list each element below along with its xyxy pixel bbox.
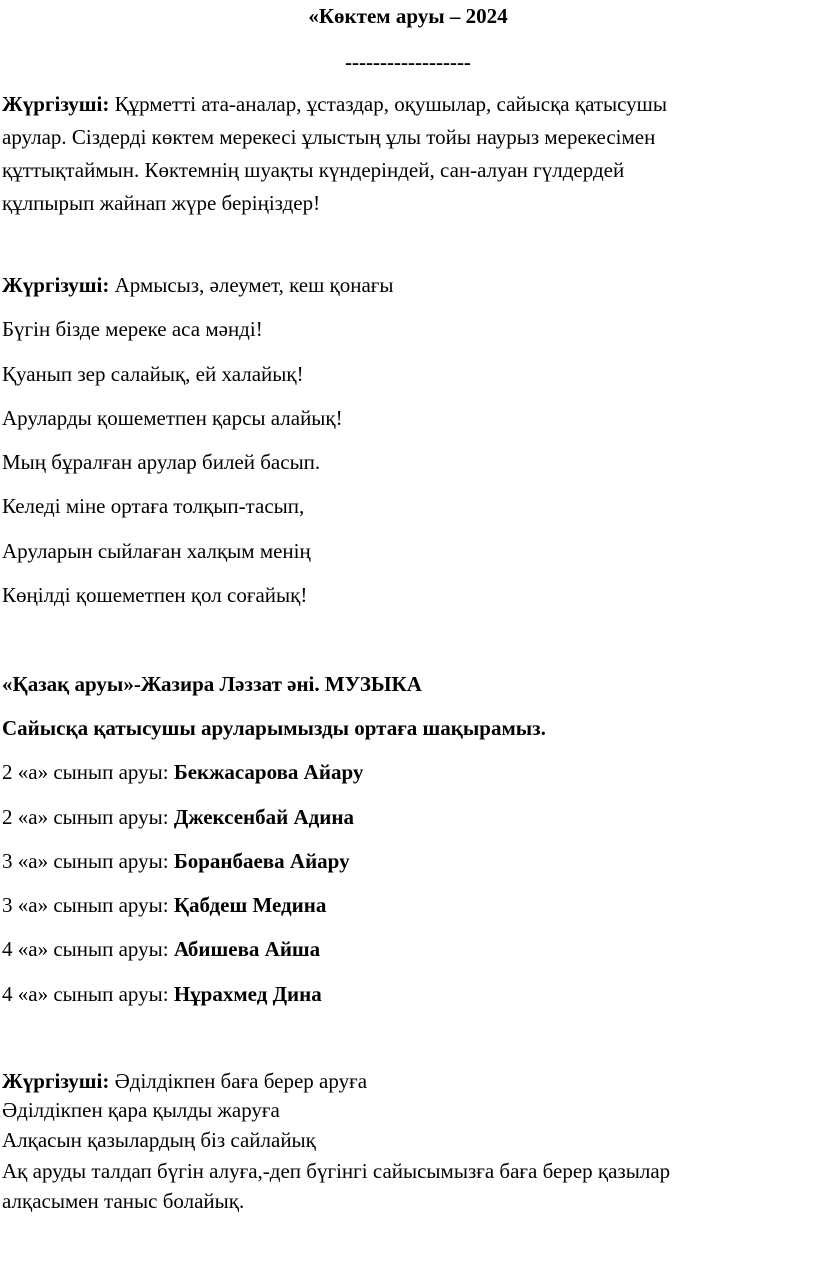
title-divider: ------------------: [345, 50, 471, 74]
contestant-item: 2 «а» сынып аруы: Бекжасарова Айару: [2, 760, 364, 784]
song-announcement: «Қазақ аруы»-Жазира Ләззат әні. МУЗЫКА: [2, 672, 422, 696]
poem-line: Қуанып зер салайық, ей халайық!: [2, 362, 304, 386]
speaker-label: Жүргізуші:: [2, 1069, 110, 1093]
poem-line: Аруларын сыйлаған халқым менің: [2, 539, 311, 563]
contestant-item: 4 «а» сынып аруы: Абишева Айша: [2, 937, 321, 961]
poem-line: Келеді міне ортаға толқып-тасып,: [2, 494, 305, 518]
invite-announcement: Сайысқа қатысушы аруларымызды ортаға шақырамыз.: [2, 716, 546, 740]
intro-line: арулар. Сіздерді көктем мерекесі ұлыстың ұлы тойы наурыз мерекесімен: [2, 125, 656, 149]
page-title: «Көктем аруы – 2024: [308, 4, 508, 28]
jury-line: Жүргізуші: Әділдікпен баға берер аруға: [2, 1069, 368, 1093]
speaker-label: Жүргізуші:: [2, 92, 110, 116]
contestant-item: 4 «а» сынып аруы: Нұрахмед Дина: [2, 982, 322, 1006]
contestant-item: 3 «а» сынып аруы: Қабдеш Медина: [2, 893, 327, 917]
jury-line: Алқасын қазылардың біз сайлайық: [2, 1128, 316, 1152]
contestant-item: 2 «а» сынып аруы: Джексенбай Адина: [2, 805, 354, 829]
jury-line: Ақ аруды талдап бүгін алуға,-деп бүгінгі сайысымызға баға берер қазылар: [2, 1159, 671, 1183]
poem-line: Бүгін бізде мереке аса мәнді!: [2, 317, 263, 341]
intro-line: құттықтаймын. Көктемнің шуақты күндеріндей, сан-алуан гүлдердей: [2, 158, 625, 182]
speaker-label: Жүргізуші:: [2, 273, 110, 297]
intro-line: Жүргізуші: Құрметті ата-аналар, ұстаздар, оқушылар, сайысқа қатысушы: [2, 92, 667, 116]
jury-line: алқасымен таныс болайық.: [2, 1189, 245, 1213]
contestant-item: 3 «а» сынып аруы: Боранбаева Айару: [2, 849, 350, 873]
jury-line: Әділдікпен қара қылды жаруға: [2, 1098, 280, 1122]
poem-line: Жүргізуші: Армысыз, әлеумет, кеш қонағы: [2, 273, 394, 297]
poem-line: Мың бұралған арулар билей басып.: [2, 450, 321, 474]
intro-line: құлпырып жайнап жүре беріңіздер!: [2, 191, 321, 215]
poem-line: Көңілді қошеметпен қол соғайық!: [2, 583, 308, 607]
poem-line: Аруларды қошеметпен қарсы алайық!: [2, 406, 343, 430]
